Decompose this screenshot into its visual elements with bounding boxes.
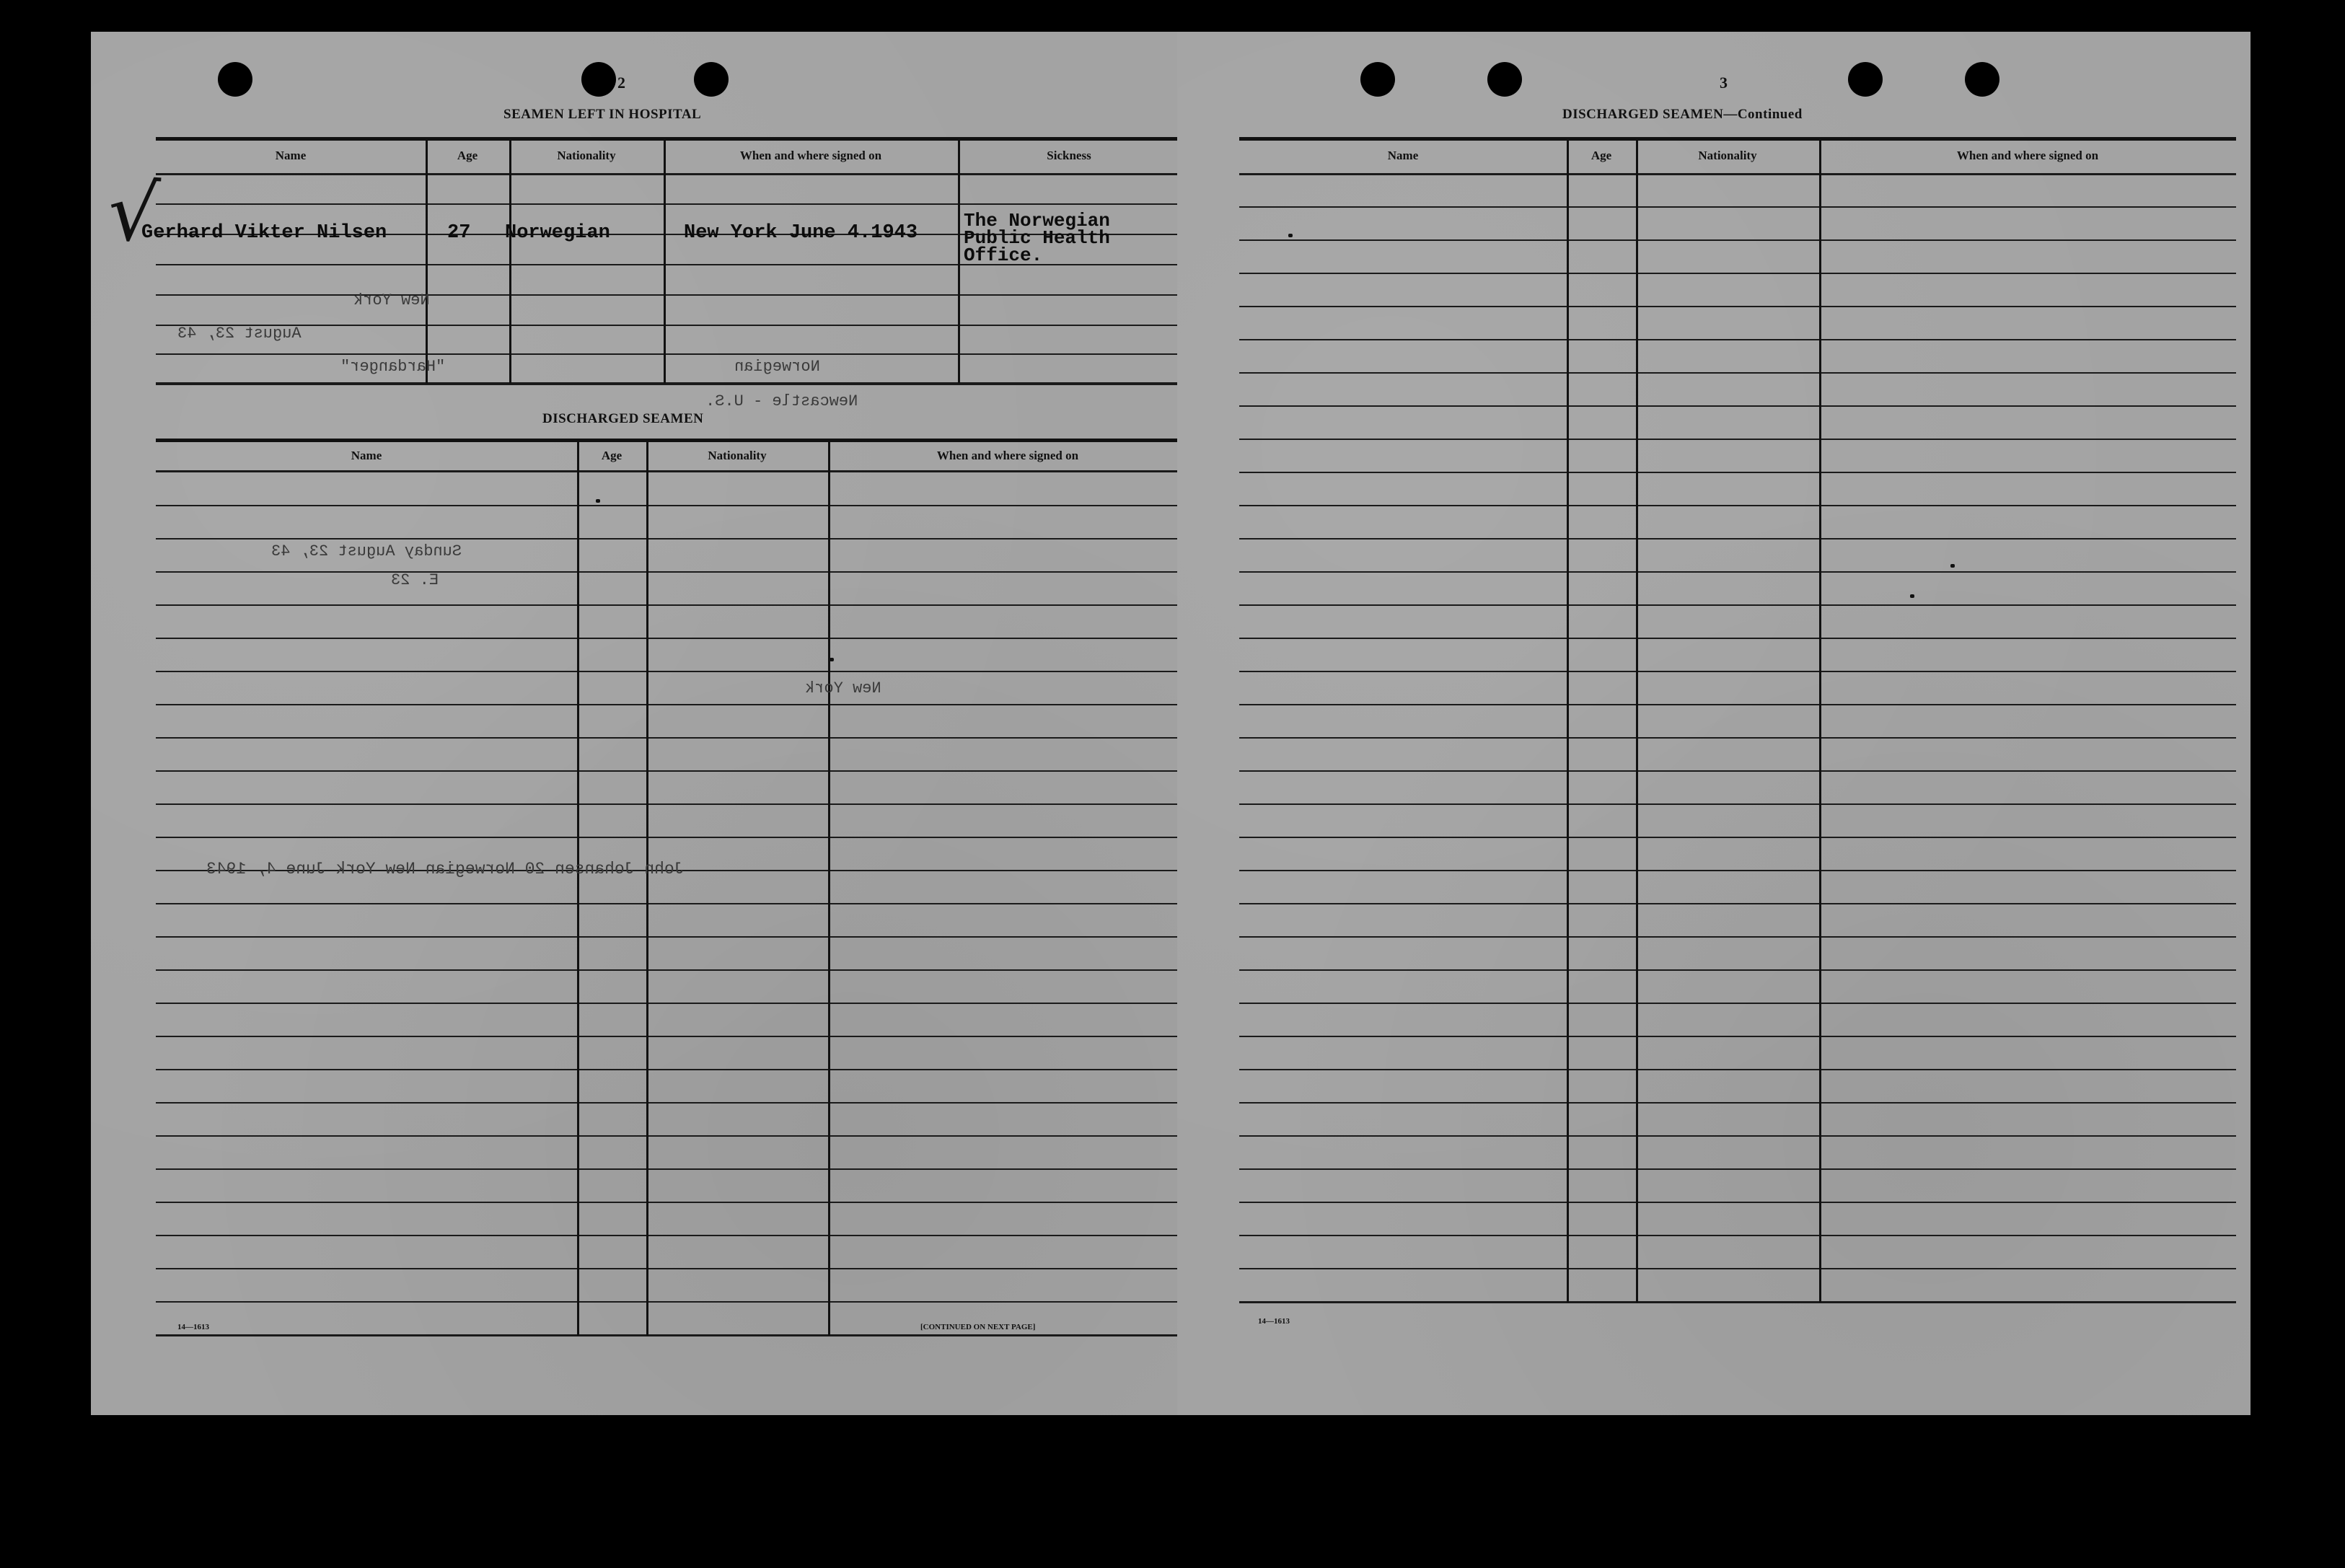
right-page xyxy=(1177,32,2251,1415)
hospital-entry-name: Gerhard Vikter Nilsen xyxy=(141,222,387,244)
bleed-through-text: Sunday August 23, 43 xyxy=(271,542,462,560)
bleed-through-text: John Johansen 20 Norwegian New York June 4, 1943 xyxy=(206,860,685,878)
punch-hole xyxy=(1487,62,1522,97)
punch-hole xyxy=(1965,62,1999,97)
bleed-through-text: "Hardanger" xyxy=(340,358,446,376)
form-code: 14—1613 xyxy=(1258,1317,1290,1326)
hospital-entry-age: 27 xyxy=(447,222,471,244)
discharged-section-title: DISCHARGED SEAMEN xyxy=(542,411,704,426)
page-number: 3 xyxy=(1720,74,1728,92)
header-nationality: Nationality xyxy=(557,149,616,162)
header-age: Age xyxy=(601,449,622,462)
hospital-entry-nationality: Norwegian xyxy=(505,222,610,244)
header-signed-on: When and where signed on xyxy=(739,149,882,162)
header-name: Name xyxy=(275,149,307,162)
discharged-continued-title: DISCHARGED SEAMEN—Continued xyxy=(1562,107,1803,122)
header-nationality: Nationality xyxy=(1698,149,1757,162)
checkmark: √ xyxy=(105,164,162,261)
header-age: Age xyxy=(457,149,478,162)
header-signed-on: When and where signed on xyxy=(936,449,1079,462)
ink-speck xyxy=(830,658,834,661)
continued-note: [CONTINUED ON NEXT PAGE] xyxy=(920,1323,1036,1331)
ink-speck xyxy=(1910,594,1914,598)
header-nationality: Nationality xyxy=(708,449,767,462)
header-name: Name xyxy=(351,449,382,462)
left-page xyxy=(91,32,1180,1415)
bleed-through-text: New York xyxy=(353,291,430,309)
hospital-entry-sickness-1: The Norwegian xyxy=(964,210,1110,232)
header-signed-on: When and where signed on xyxy=(1956,149,2099,162)
form-code: 14—1613 xyxy=(177,1323,209,1331)
bleed-through-text: Newcastle - U.S. xyxy=(705,392,858,410)
discharged-continued-table xyxy=(1239,137,2236,1349)
header-sickness: Sickness xyxy=(1047,149,1091,162)
punch-hole xyxy=(1848,62,1883,97)
punch-hole xyxy=(694,62,729,97)
ink-speck xyxy=(1950,564,1955,568)
punch-hole xyxy=(581,62,616,97)
bleed-through-text: August 23, 43 xyxy=(177,325,302,343)
ink-speck xyxy=(596,499,600,503)
hospital-entry-sickness-3: Office. xyxy=(964,245,1043,266)
hospital-table xyxy=(156,137,1180,433)
hospital-entry-sickness-2: Public Health xyxy=(964,227,1110,249)
bleed-through-text: New York xyxy=(805,679,881,697)
page-number: 2 xyxy=(617,74,625,92)
punch-hole xyxy=(218,62,252,97)
hospital-section-title: SEAMEN LEFT IN HOSPITAL xyxy=(503,107,702,122)
discharged-table xyxy=(156,439,1187,1355)
header-name: Name xyxy=(1387,149,1419,162)
bleed-through-text: Norwegian xyxy=(734,358,820,376)
ink-speck xyxy=(1288,234,1293,237)
header-age: Age xyxy=(1591,149,1612,162)
hospital-entry-signed-on: New York June 4.1943 xyxy=(684,222,918,244)
punch-hole xyxy=(1360,62,1395,97)
bleed-through-text: E. 23 xyxy=(391,571,439,589)
